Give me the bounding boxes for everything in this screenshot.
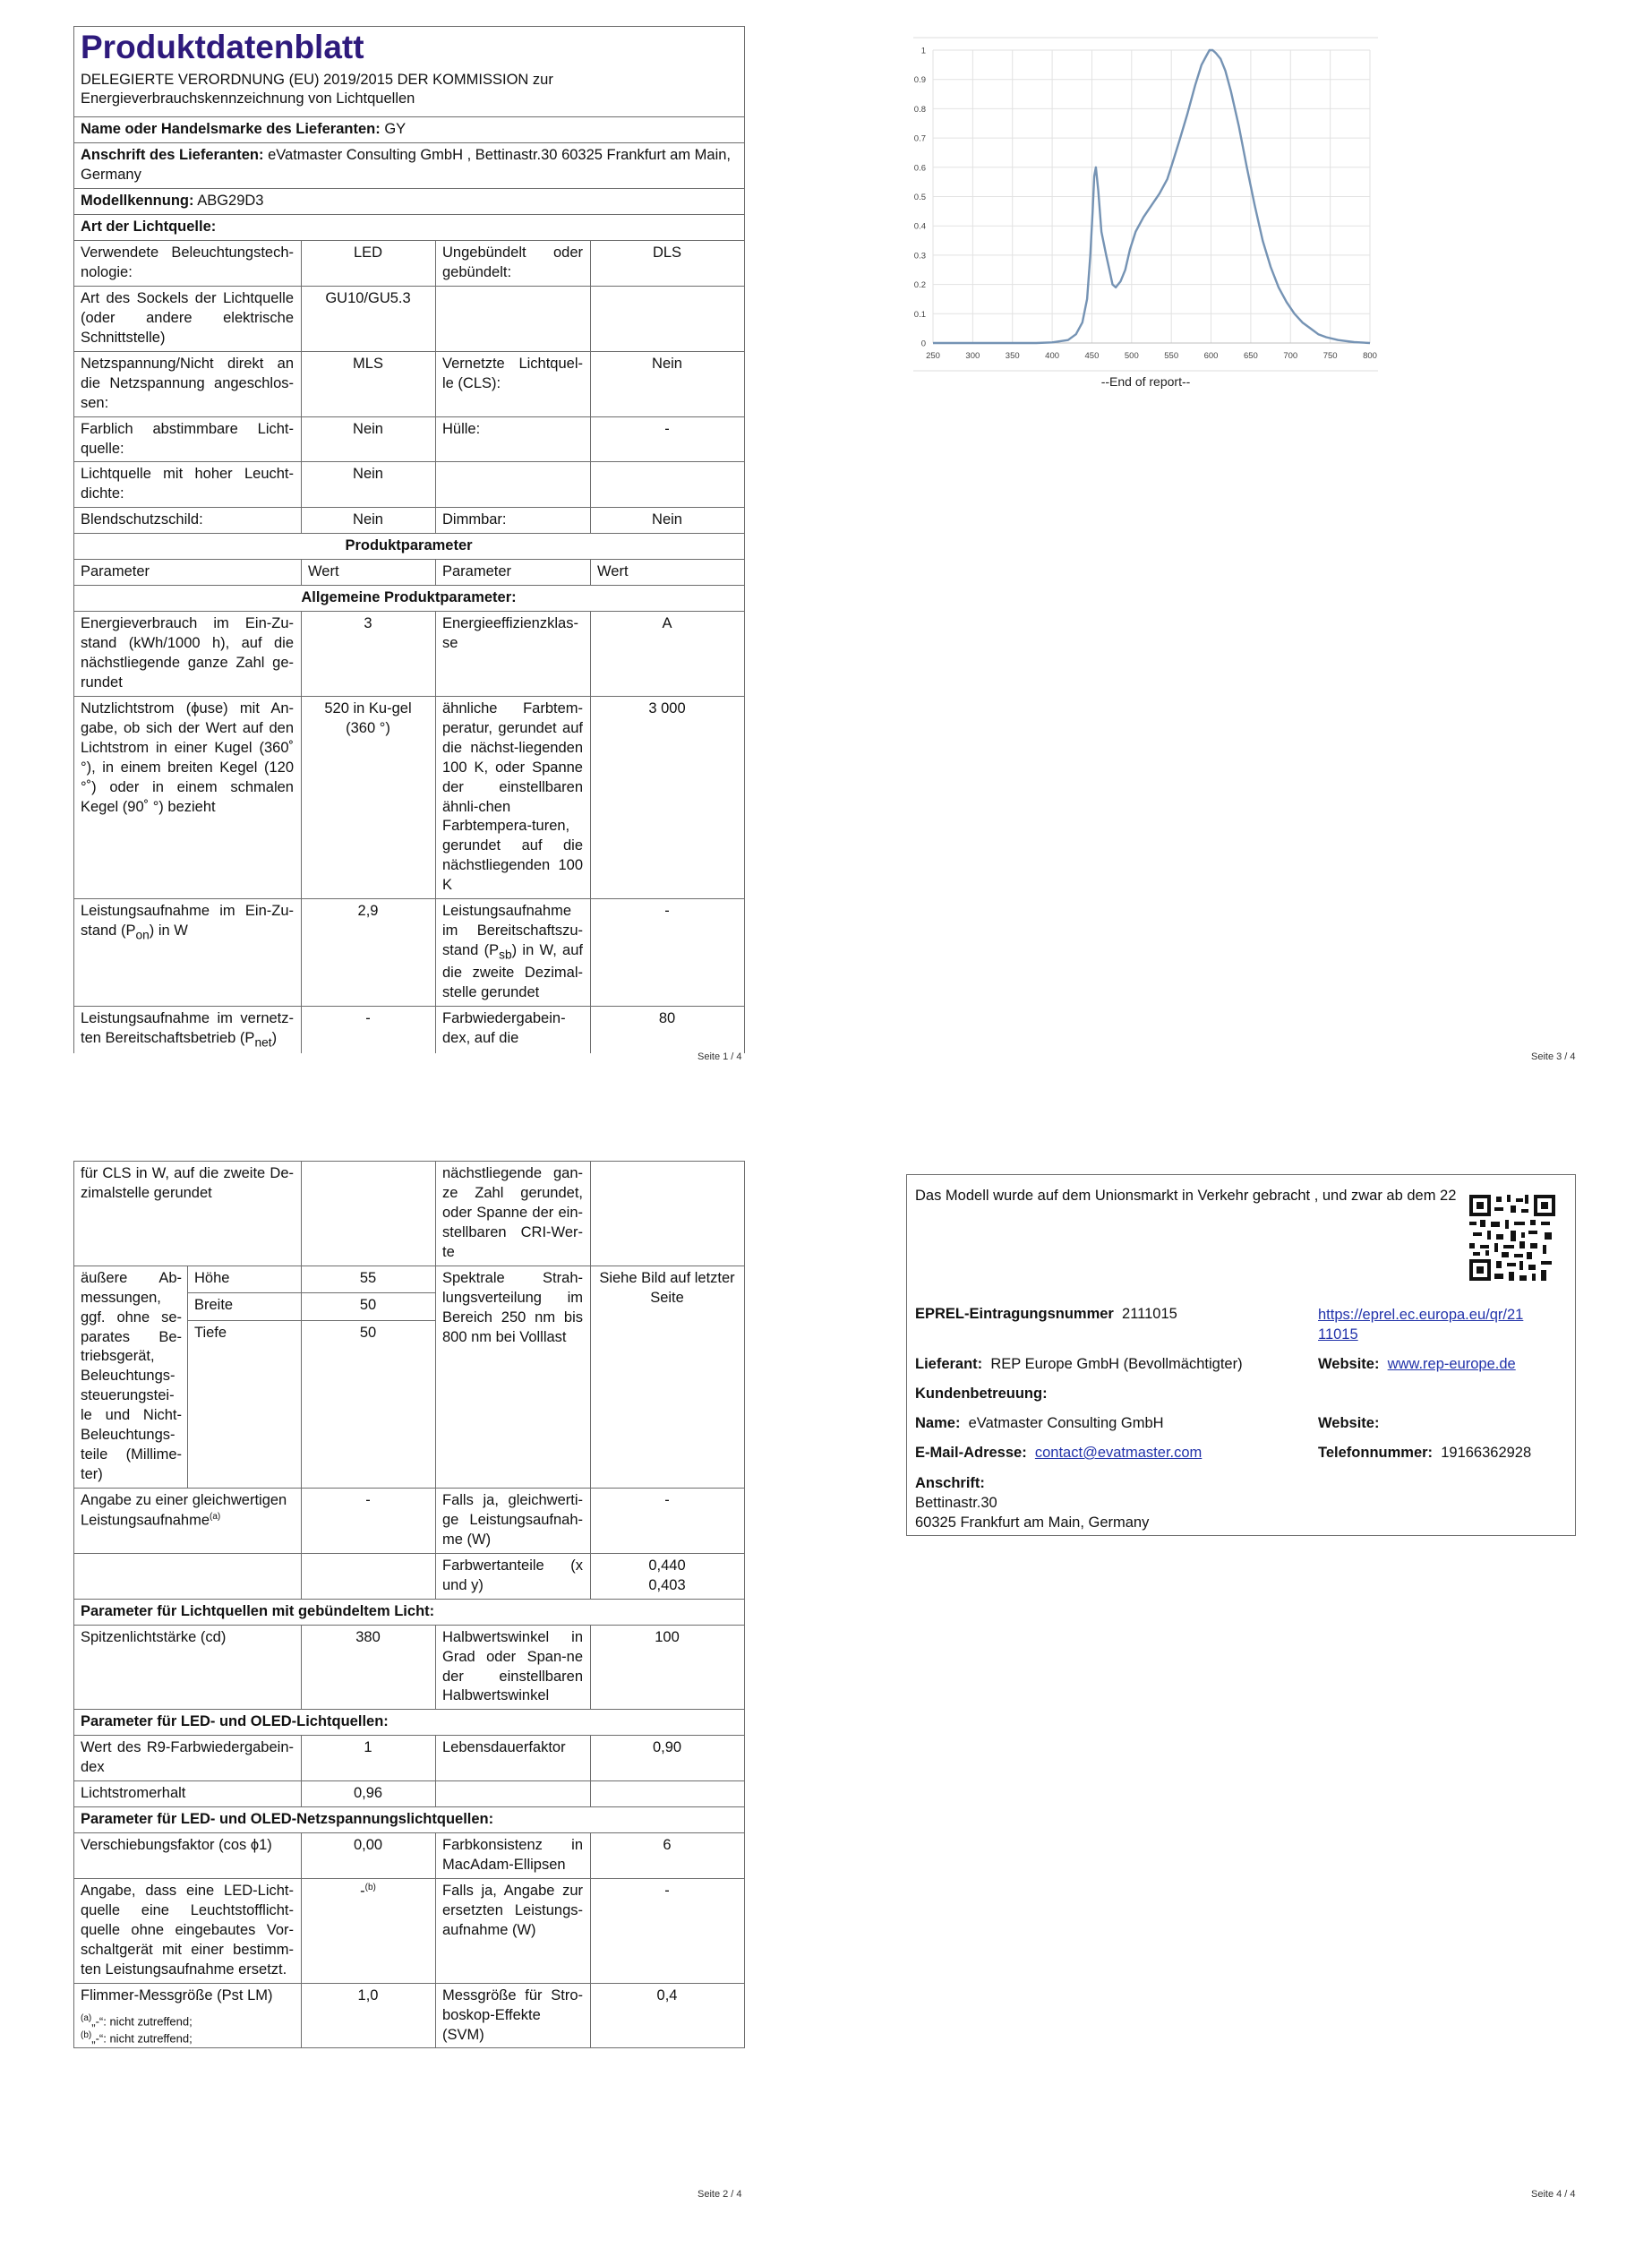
footnote-b <box>81 2029 193 2046</box>
footnotes <box>81 2012 193 2046</box>
x-tick-label: 500 <box>1124 351 1139 361</box>
cell-value: - <box>591 1878 745 1983</box>
cell-label: Lichtquelle mit hoher Leucht-dichte: <box>74 462 302 508</box>
x-tick-label: 400 <box>1045 351 1060 361</box>
lieferant-row <box>915 1356 1243 1373</box>
col-header-parameter: Parameter <box>74 560 302 586</box>
page-number-4: Seite 4 / 4 <box>1531 2189 1576 2200</box>
phone-label: Telefonnummer: <box>1318 1445 1434 1461</box>
cell-value: 3 <box>302 612 436 697</box>
chroma-y: 0,403 <box>648 1576 686 1593</box>
website-link[interactable]: www.rep-europe.de <box>1387 1356 1516 1372</box>
cell-label: nächstliegende gan-ze Zahl gerundet, oder Spanne der ein-stellbaren CRI-Wer-te <box>436 1162 591 1266</box>
x-tick-label: 700 <box>1283 351 1298 361</box>
cell-value <box>302 1878 436 1983</box>
table-row <box>74 1625 745 1710</box>
x-tick-label: 250 <box>926 351 940 361</box>
eprel-link[interactable] <box>1318 1306 1523 1345</box>
address-row <box>74 143 745 189</box>
x-tick-label: 650 <box>1243 351 1258 361</box>
col-header-parameter: Parameter <box>436 560 591 586</box>
table-row <box>74 1006 745 1053</box>
cell-value: 0,4 <box>591 1983 745 2048</box>
y-tick-label: 0.1 <box>913 309 926 320</box>
cell-label: Falls ja, gleichwerti-ge Leistungsaufnah-me (W) <box>436 1489 591 1554</box>
y-tick-label: 0.5 <box>913 193 926 202</box>
anschrift-label: Anschrift: <box>915 1475 985 1491</box>
address-value: eVatmaster Consulting GmbH , Bettinastr.30 60325 Frankfurt am Main, Germany <box>81 147 731 184</box>
cell-value: - <box>302 1006 436 1053</box>
supplier-row <box>74 117 745 143</box>
cell-label: Hülle: <box>436 416 591 462</box>
cell-value: 0,96 <box>302 1781 436 1807</box>
cell-label: Energieverbrauch im Ein-Zu-stand (kWh/1000 h), auf die nächstliegende ganze Zahl ge-rundet <box>74 612 302 697</box>
table-row <box>74 286 745 351</box>
cell-label: Energieeffizienzklas-se <box>436 612 591 697</box>
footnote-ref-b: (b) <box>364 1882 376 1892</box>
cell-value: 520 in Ku-gel (360 °) <box>302 696 436 898</box>
cell-label: für CLS in W, auf die zweite De-zimalstelle gerundet <box>74 1162 302 1266</box>
table-row <box>74 1553 745 1599</box>
cell-value: Nein <box>302 508 436 534</box>
name-value: eVatmaster Consulting GmbH <box>968 1415 1164 1431</box>
anschrift-line2: 60325 Frankfurt am Main, Germany <box>915 1514 1150 1531</box>
x-tick-label: 600 <box>1203 351 1219 361</box>
pon-subscript: on <box>135 928 150 942</box>
table-row <box>74 612 745 697</box>
y-tick-label: 0.9 <box>913 75 926 86</box>
type-label: Art der Lichtquelle: <box>74 215 745 241</box>
page-3 <box>906 34 1385 389</box>
email-row <box>915 1445 1202 1462</box>
cell-label: Farblich abstimmbare Licht-quelle: <box>74 416 302 462</box>
table-row <box>74 696 745 898</box>
cell-value <box>591 1781 745 1807</box>
y-tick-label: 1 <box>920 46 926 56</box>
cell-value: 100 <box>591 1625 745 1710</box>
cell-value: 0,90 <box>591 1736 745 1781</box>
cell-label: Falls ja, Angabe zur ersetzten Leistungs-aufnahme (W) <box>436 1878 591 1983</box>
spectrum-chart <box>906 34 1385 374</box>
cell-label: Farbkonsistenz in MacAdam-Ellipsen <box>436 1833 591 1879</box>
model-value: ABG29D3 <box>197 193 264 210</box>
name-row <box>915 1415 1164 1432</box>
pnet-subscript: net <box>254 1034 272 1049</box>
name-label: Name: <box>915 1415 961 1431</box>
table-row <box>74 1489 745 1554</box>
anschrift-line1: Bettinastr.30 <box>915 1494 997 1511</box>
email-label: E-Mail-Adresse: <box>915 1445 1027 1461</box>
website-row <box>1318 1356 1516 1373</box>
cell-label: Messgröße für Stro-boskop-Effekte (SVM) <box>436 1983 591 2048</box>
y-tick-label: 0.8 <box>913 104 926 115</box>
cell-label: Farbwertanteile (x und y) <box>436 1553 591 1599</box>
x-tick-label: 750 <box>1322 351 1338 361</box>
equiv-label: Angabe zu einer gleichwertigen Leistungsaufnahme <box>81 1492 287 1529</box>
led-repl-value: - <box>360 1883 365 1900</box>
cell-label: ähnliche Farbtem-peratur, gerundet auf die nächst-liegenden 100 K, oder Spanne der einstellbaren ähnli-chen Farbtempera-turen, gerundet auf die nächstliegenden 100 K <box>436 696 591 898</box>
y-tick-label: 0.4 <box>913 221 926 232</box>
cell-label: Wert des R9-Farbwiedergabein-dex <box>74 1736 302 1781</box>
y-tick-label: 0.2 <box>913 280 926 291</box>
spectral-label: Spektrale Strah-lungsverteilung im Bereich 250 nm bis 800 nm bei Volllast <box>436 1266 591 1488</box>
cell-value: - <box>591 899 745 1006</box>
footnote-a <box>81 2012 193 2029</box>
cell-value: LED <box>302 241 436 287</box>
cell-value <box>302 1162 436 1266</box>
model-label: Modellkennung: <box>81 193 194 210</box>
cell-label: Netzspannung/Nicht direkt an die Netzspannung angeschlos-sen: <box>74 351 302 416</box>
email-link[interactable]: contact@evatmaster.com <box>1034 1445 1203 1461</box>
table-row <box>74 1878 745 1983</box>
dim-name: Tiefe <box>188 1321 302 1489</box>
cell-value: Nein <box>302 462 436 508</box>
cell-label: Farbwiedergabein-dex, auf die <box>436 1006 591 1053</box>
phone-value: 19166362928 <box>1441 1445 1532 1461</box>
x-tick-label: 350 <box>1005 351 1020 361</box>
y-tick-label: 0.6 <box>913 163 926 174</box>
cell-label <box>436 286 591 351</box>
eprel-link-line2[interactable]: 11015 <box>1318 1326 1358 1343</box>
y-tick-label: 0.7 <box>913 133 926 144</box>
dim-name: Höhe <box>188 1266 302 1293</box>
cell-label <box>74 1553 302 1599</box>
pnet-label-end: ) <box>271 1029 278 1046</box>
chroma-x: 0,440 <box>648 1557 686 1574</box>
section-produktparameter: Produktparameter <box>74 534 745 560</box>
x-tick-label: 450 <box>1084 351 1100 361</box>
pon-label-end: ) in W <box>149 922 188 940</box>
footnote-b-marker: (b) <box>81 2029 92 2040</box>
cell-value <box>302 1553 436 1599</box>
cell-label <box>436 899 591 1006</box>
cell-label: Lichtstromerhalt <box>74 1781 302 1807</box>
psb-label-end: ) in W, auf die zweite Dezimal-stelle gerundet <box>442 942 583 1000</box>
footnote-ref-a: (a) <box>210 1511 221 1522</box>
kundenbetreuung-label: Kundenbetreuung: <box>915 1386 1048 1402</box>
cell-label: Ungebündelt oder gebündelt: <box>436 241 591 287</box>
cell-value: 2,9 <box>302 899 436 1006</box>
cell-label <box>436 462 591 508</box>
pnet-label: Leistungsaufnahme im vernetz-ten Bereitschaftsbetrieb (P <box>81 1009 294 1046</box>
phone-row <box>1318 1445 1531 1462</box>
website2-label: Website: <box>1318 1415 1380 1431</box>
model-row <box>74 189 745 215</box>
eprel-number-row <box>915 1306 1177 1323</box>
cell-label <box>74 1489 302 1554</box>
table-row <box>74 899 745 1006</box>
pon-label: Leistungsaufnahme im Ein-Zu-stand (P <box>81 903 294 940</box>
page-title: Produktdatenblatt <box>81 29 364 65</box>
lieferant-label: Lieferant: <box>915 1356 983 1372</box>
cell-value: A <box>591 612 745 697</box>
table-row <box>74 416 745 462</box>
page-2 <box>73 1161 745 2048</box>
y-tick-label: 0 <box>920 339 926 349</box>
table-row <box>74 351 745 416</box>
table-row <box>74 1736 745 1781</box>
dim-value: 50 <box>302 1321 436 1489</box>
table-row <box>74 462 745 508</box>
table-row <box>74 1833 745 1879</box>
table-row <box>74 1266 745 1293</box>
psb-label: Leistungsaufnahme im Bereitschaftszu-stand (P <box>442 903 583 959</box>
cell-value <box>591 1553 745 1599</box>
cell-value: - <box>591 416 745 462</box>
footnote-a-marker: (a) <box>81 2013 92 2023</box>
supplier-value: GY <box>384 121 407 138</box>
dims-label: äußere Ab-messungen, ggf. ohne se-parates Be-triebsgerät, Beleuchtungs-steuerungstei-le und Nicht-Beleuchtungs-teile (Millime-ter) <box>74 1266 188 1488</box>
footnote-b-text: „-“: nicht zutreffend; <box>91 2031 193 2046</box>
section-led-mains: Parameter für LED- und OLED-Netzspannungslichtquellen: <box>74 1807 745 1833</box>
eprel-info-box <box>906 1174 1576 1536</box>
table-row <box>74 241 745 287</box>
cell-value <box>591 1162 745 1266</box>
cell-label: Nutzlichtstrom (ϕuse) mit An-gabe, ob sich der Wert auf den Lichtstrom in einer Kugel (360˚ °), in einem breiten Kegel (120 °˚) oder in einem schmalen Kegel (90˚ °) bezieht <box>74 696 302 898</box>
table-row <box>74 1162 745 1266</box>
cell-label <box>74 1006 302 1053</box>
cell-value: Nein <box>591 351 745 416</box>
cell-label <box>436 1781 591 1807</box>
y-tick-label: 0.3 <box>913 251 926 262</box>
market-intro-text: Das Modell wurde auf dem Unionsmarkt in Verkehr gebracht , und zwar ab dem 22 <box>915 1188 1457 1204</box>
datasheet-table-page2 <box>73 1161 745 2048</box>
cell-value: 0,00 <box>302 1833 436 1879</box>
cell-label: Flimmer-Messgröße (Pst LM) <box>74 1983 302 2048</box>
qr-code-icon <box>1469 1195 1555 1281</box>
lieferant-value: REP Europe GmbH (Bevollmächtigter) <box>990 1356 1243 1372</box>
cell-value: - <box>591 1489 745 1554</box>
cell-value: 1 <box>302 1736 436 1781</box>
datasheet-table-page1 <box>73 26 745 1053</box>
eprel-value: 2111015 <box>1122 1306 1177 1322</box>
cell-value: GU10/GU5.3 <box>302 286 436 351</box>
cell-value <box>591 286 745 351</box>
cell-label: Dimmbar: <box>436 508 591 534</box>
cell-value: DLS <box>591 241 745 287</box>
page-number-1: Seite 1 / 4 <box>698 1051 742 1062</box>
cell-label: Verschiebungsfaktor (cos ϕ1) <box>74 1833 302 1879</box>
psb-subscript: sb <box>499 948 512 962</box>
cell-value <box>591 462 745 508</box>
x-tick-label: 800 <box>1363 351 1377 361</box>
footnote-a-text: „-“: nicht zutreffend; <box>91 2014 193 2029</box>
dim-value: 50 <box>302 1293 436 1321</box>
cell-label: Spitzenlichtstärke (cd) <box>74 1625 302 1710</box>
section-gebuendelt: Parameter für Lichtquellen mit gebündeltem Licht: <box>74 1599 745 1625</box>
dim-value: 55 <box>302 1266 436 1293</box>
end-of-report-caption: --End of report-- <box>1100 374 1191 389</box>
header-row <box>74 560 745 586</box>
cell-value: Nein <box>302 416 436 462</box>
col-header-wert: Wert <box>591 560 745 586</box>
spectral-value: Siehe Bild auf letzter Seite <box>591 1266 745 1488</box>
cell-value: - <box>302 1489 436 1554</box>
cell-value: MLS <box>302 351 436 416</box>
cell-value: 80 <box>591 1006 745 1053</box>
website-label: Website: <box>1318 1356 1380 1372</box>
eprel-label: EPREL-Eintragungsnummer <box>915 1306 1114 1322</box>
cell-label: Verwendete Beleuchtungstech-nologie: <box>74 241 302 287</box>
x-tick-label: 550 <box>1164 351 1179 361</box>
page-number-2: Seite 2 / 4 <box>698 2189 742 2200</box>
cell-label: Art des Sockels der Lichtquelle (oder andere elektrische Schnittstelle) <box>74 286 302 351</box>
cell-value: 6 <box>591 1833 745 1879</box>
supplier-label: Name oder Handelsmarke des Lieferanten: <box>81 121 381 138</box>
section-led: Parameter für LED- und OLED-Lichtquellen: <box>74 1710 745 1736</box>
section-allgemein: Allgemeine Produktparameter: <box>74 586 745 612</box>
cell-value: 1,0 <box>302 1983 436 2048</box>
cell-label <box>74 899 302 1006</box>
cell-value: 380 <box>302 1625 436 1710</box>
cell-label: Lebensdauerfaktor <box>436 1736 591 1781</box>
page-number-3: Seite 3 / 4 <box>1531 1051 1576 1062</box>
page-1 <box>73 26 745 1053</box>
eprel-link-line1[interactable]: https://eprel.ec.europa.eu/qr/21 <box>1318 1307 1524 1323</box>
cell-value: Nein <box>591 508 745 534</box>
table-row <box>74 1781 745 1807</box>
col-header-wert: Wert <box>302 560 436 586</box>
address-label: Anschrift des Lieferanten: <box>81 147 264 164</box>
cell-label: Vernetzte Lichtquel-le (CLS): <box>436 351 591 416</box>
regulation-text: DELEGIERTE VERORDNUNG (EU) 2019/2015 DER KOMMISSION zur Energieverbrauchskennzeichnung von Lichtquellen <box>81 71 553 107</box>
cell-label: Halbwertswinkel in Grad oder Span-ne der einstellbaren Halbwertswinkel <box>436 1625 591 1710</box>
cell-label: Blendschutzschild: <box>74 508 302 534</box>
cell-label: Angabe, dass eine LED-Licht-quelle eine Leuchtstofflicht-quelle ohne eingebautes Vor-schaltgerät mit einer bestimm-ten Leistungsaufnahme ersetzt. <box>74 1878 302 1983</box>
dim-name: Breite <box>188 1293 302 1321</box>
anschrift-block <box>915 1474 1149 1533</box>
x-tick-label: 300 <box>965 351 980 361</box>
cell-value: 3 000 <box>591 696 745 898</box>
table-row <box>74 508 745 534</box>
